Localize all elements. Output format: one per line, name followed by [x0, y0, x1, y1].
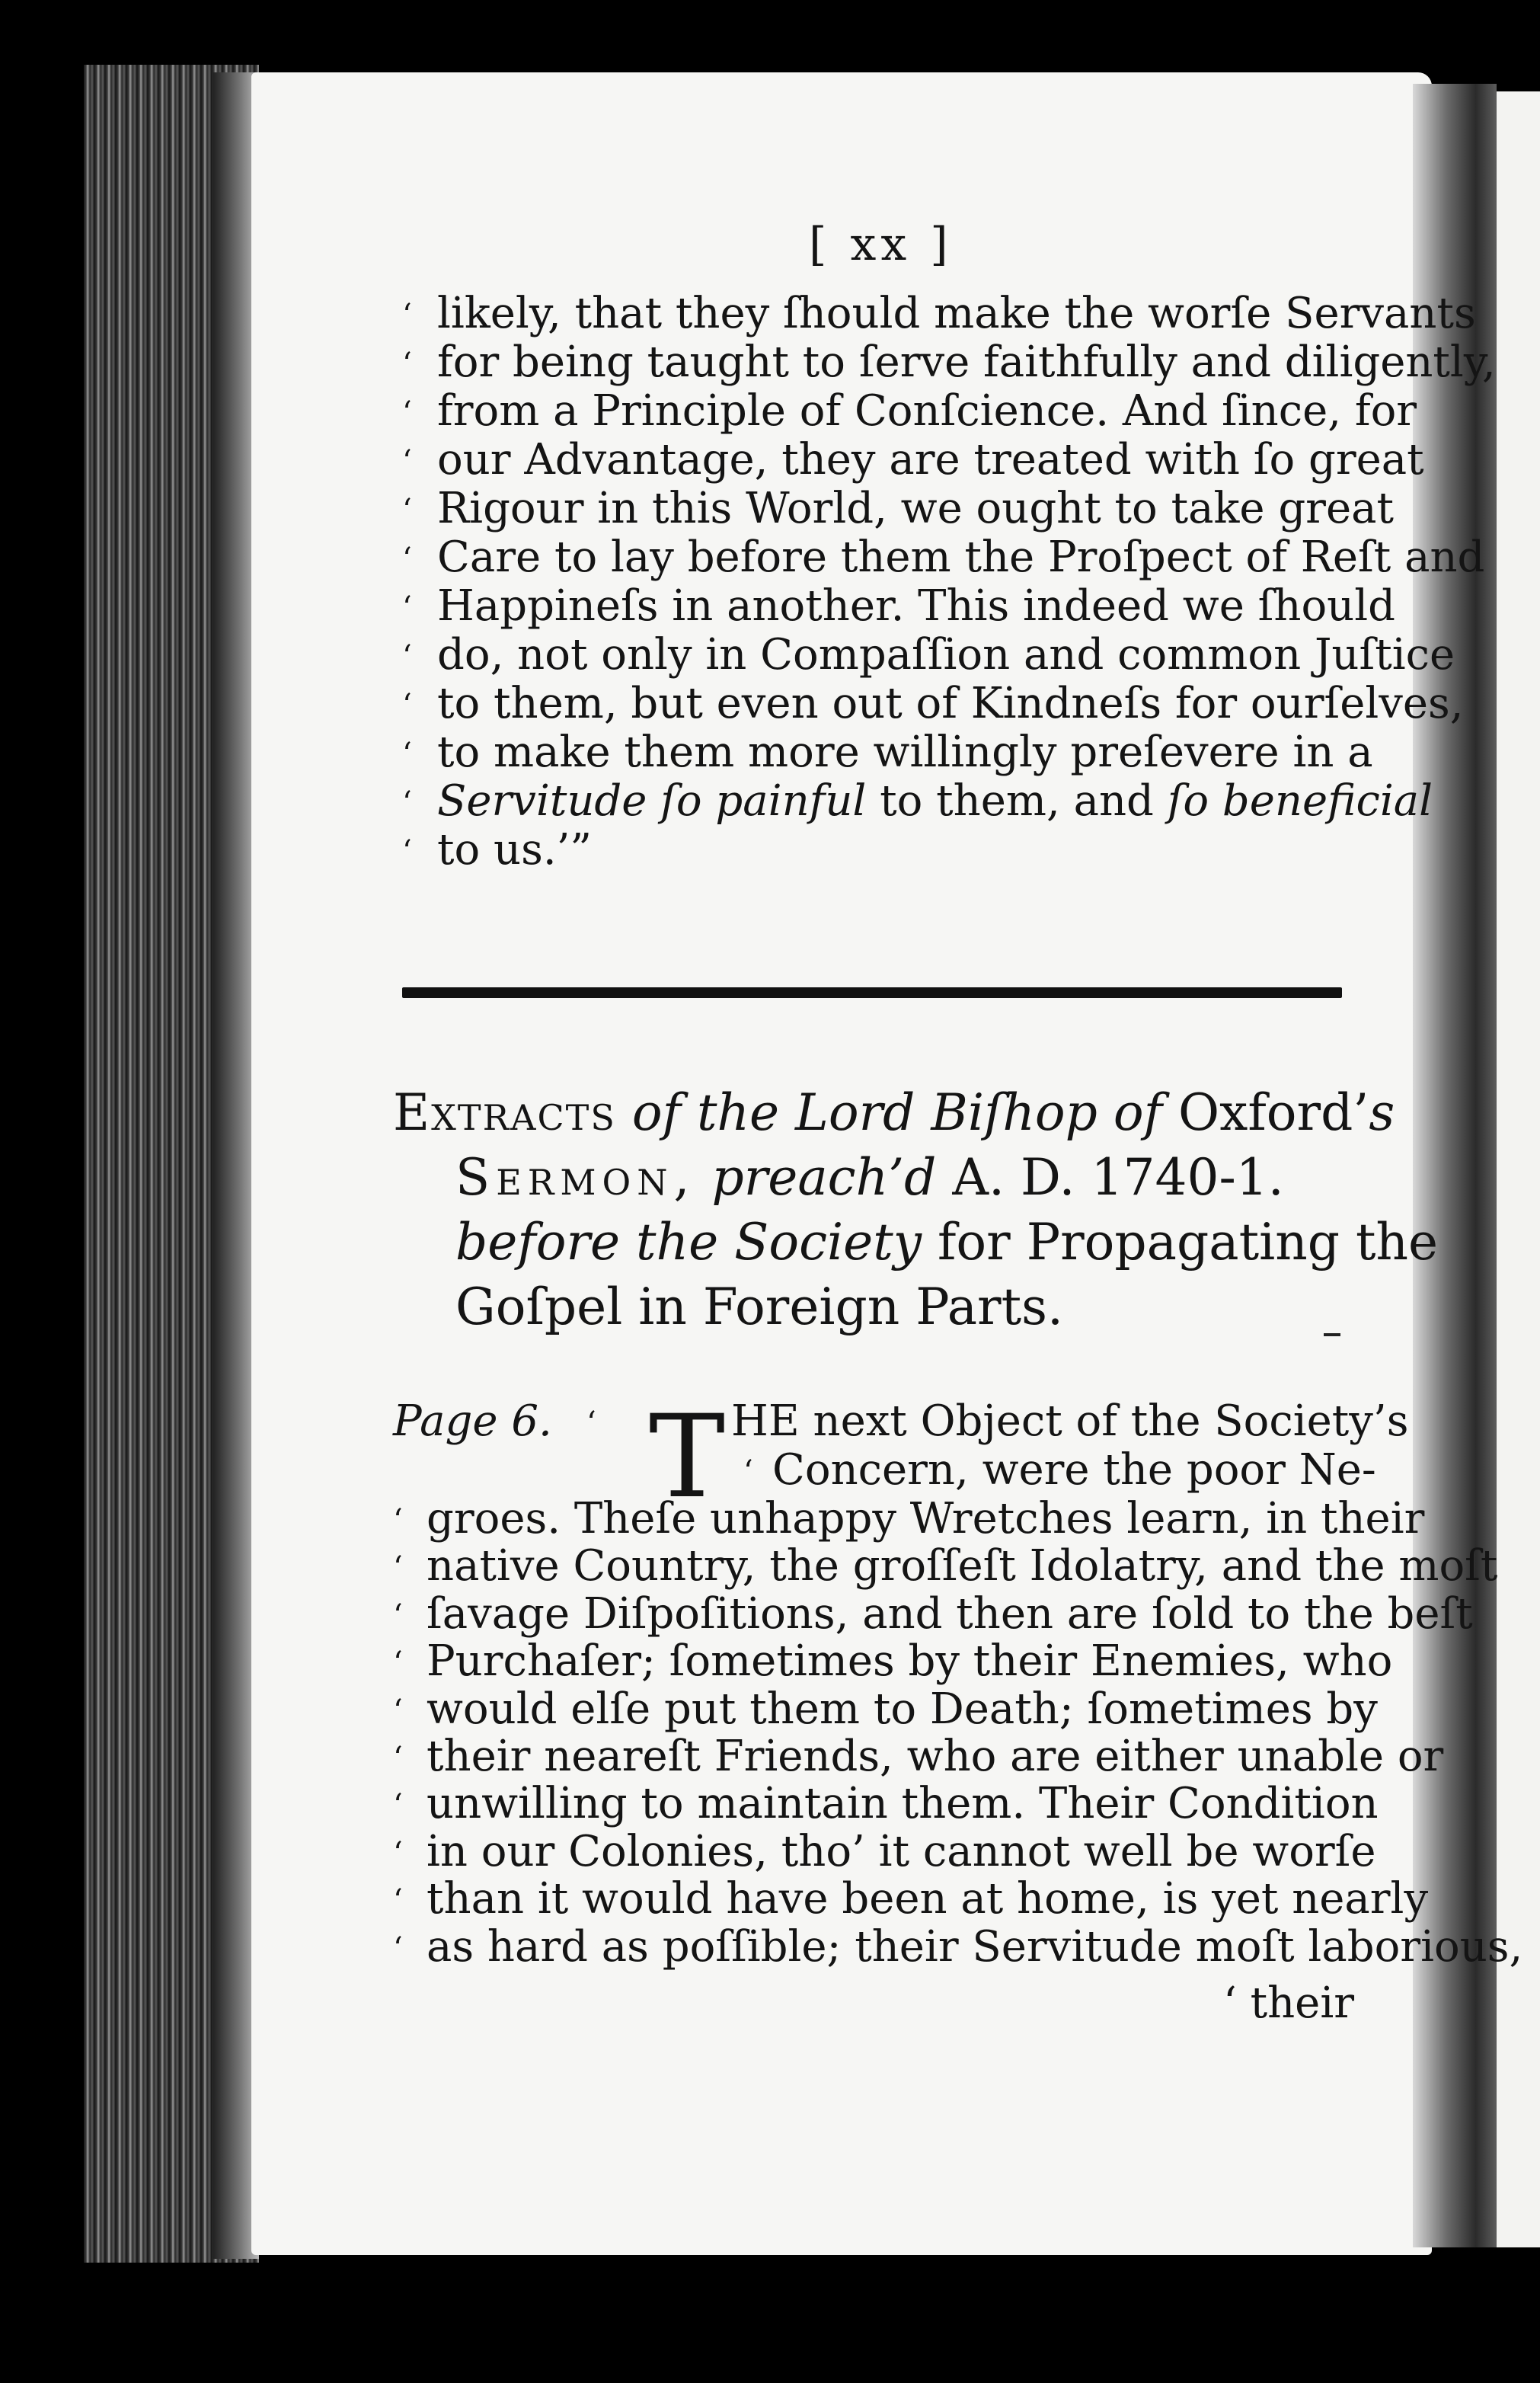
quote-mark: ‘ — [402, 444, 412, 479]
quote-mark: ‘ — [402, 395, 412, 430]
text-line: from a Principle of Conſcience. And ſince, for — [437, 386, 1417, 436]
quote-mark: ‘ — [402, 542, 412, 577]
quote-mark: ‘ — [393, 1883, 403, 1919]
text-line: their neareſt Friends, who are either unable or — [427, 1732, 1444, 1781]
extract-heading-line-1 — [393, 1082, 1395, 1144]
text-line: ſavage Diſpoſitions, and then are ſold to the beſt — [427, 1588, 1473, 1639]
heading-text: A. D. 1740-1. — [952, 1148, 1284, 1207]
heading-smallcaps: Sermon, — [455, 1148, 696, 1207]
text-line: Care to lay before them the Proſpect of Reſt and — [437, 533, 1485, 582]
section-divider-rule — [402, 987, 1342, 998]
page-reference — [393, 1397, 552, 1446]
text-line: for being taught to ſerve faithfully and diligently, — [437, 337, 1496, 387]
quote-mark: ‘ — [402, 298, 412, 333]
text-line: Happineſs in another. This indeed we ſhould — [437, 581, 1396, 631]
text-line — [437, 776, 1433, 826]
quote-mark: ‘ — [586, 1406, 596, 1441]
text-line: as hard as poſſible; their Servitude moſt laborious, — [427, 1921, 1523, 1972]
heading-italic: s — [1369, 1083, 1395, 1142]
quote-mark: ‘ — [402, 639, 412, 674]
heading-text: Oxford’ — [1178, 1083, 1369, 1142]
quote-mark: ‘ — [402, 834, 412, 869]
quote-mark: ‘ — [393, 1550, 403, 1586]
quote-mark: ‘ — [402, 590, 412, 625]
extract-heading-line-2 — [455, 1147, 1284, 1209]
text-line: groes. Theſe unhappy Wretches learn, in their — [427, 1494, 1425, 1543]
catchword: ‘ their — [1223, 1978, 1354, 2028]
text-line: Purchaſer; ſometimes by their Enemies, who — [427, 1636, 1393, 1687]
quote-mark: ‘ — [402, 688, 412, 723]
text-fragment: to them, and — [866, 776, 1168, 826]
text-line: likely, that they ſhould make the worſe Servants — [437, 289, 1476, 338]
quote-mark: ‘ — [393, 1741, 403, 1776]
heading-text: for Propagating the — [922, 1213, 1439, 1271]
drop-capital: T — [649, 1391, 726, 1524]
text-line: Concern, were the poor Ne- — [772, 1445, 1376, 1495]
italic-phrase: Servitude ſo painful — [437, 776, 867, 826]
text-line: do, not only in Compaſſion and common Juſtice — [437, 630, 1455, 680]
heading-italic: of the Lord Biſhop of — [615, 1083, 1179, 1142]
quote-mark: ‘ — [393, 1646, 403, 1681]
text-line: unwilling to maintain them. Their Condition — [427, 1779, 1379, 1829]
text-line: our Advantage, they are treated with ſo great — [437, 435, 1424, 485]
quote-mark: ‘ — [402, 785, 412, 820]
page-number-header: [ xx ] — [809, 218, 953, 271]
text-line: Rigour in this World, we ought to take great — [437, 484, 1394, 533]
text-line: than it would have been at home, is yet nearly — [427, 1874, 1429, 1924]
quote-mark: ‘ — [393, 1788, 403, 1824]
quote-mark: ‘ — [393, 1503, 403, 1538]
quote-mark: ‘ — [393, 1598, 403, 1633]
heading-smallcaps: Extracts — [393, 1083, 616, 1142]
quote-mark: ‘ — [402, 737, 412, 772]
text-line: to make them more willingly preſevere in a — [437, 728, 1373, 777]
page-reference-text: Page 6. — [393, 1396, 552, 1446]
text-line: HE next Object of the Society’s — [731, 1396, 1409, 1446]
printer-mark — [1324, 1333, 1340, 1336]
extract-heading-line-3 — [455, 1211, 1438, 1274]
heading-italic: preach’d — [695, 1148, 953, 1207]
quote-mark: ‘ — [402, 493, 412, 528]
text-line: native Country, the groſſeſt Idolatry, and the moſt — [427, 1541, 1498, 1591]
text-line: would elſe put them to Death; ſometimes by — [427, 1684, 1378, 1734]
quote-mark: ‘ — [393, 1693, 403, 1729]
heading-italic: before the Society — [455, 1213, 922, 1271]
quote-mark: ‘ — [393, 1930, 403, 1966]
text-line: in our Colonies, tho’ it cannot well be worſe — [427, 1826, 1376, 1876]
quote-mark: ‘ — [393, 1835, 403, 1871]
text-line: to us.’” — [437, 825, 593, 875]
italic-phrase: ſo beneficial — [1167, 776, 1433, 826]
quote-mark: ‘ — [743, 1454, 753, 1489]
extract-heading-line-4: Goſpel in Foreign Parts. — [455, 1278, 1063, 1336]
text-line: to them, but even out of Kindneſs for ourſelves, — [437, 679, 1464, 728]
quote-mark: ‘ — [402, 347, 412, 382]
